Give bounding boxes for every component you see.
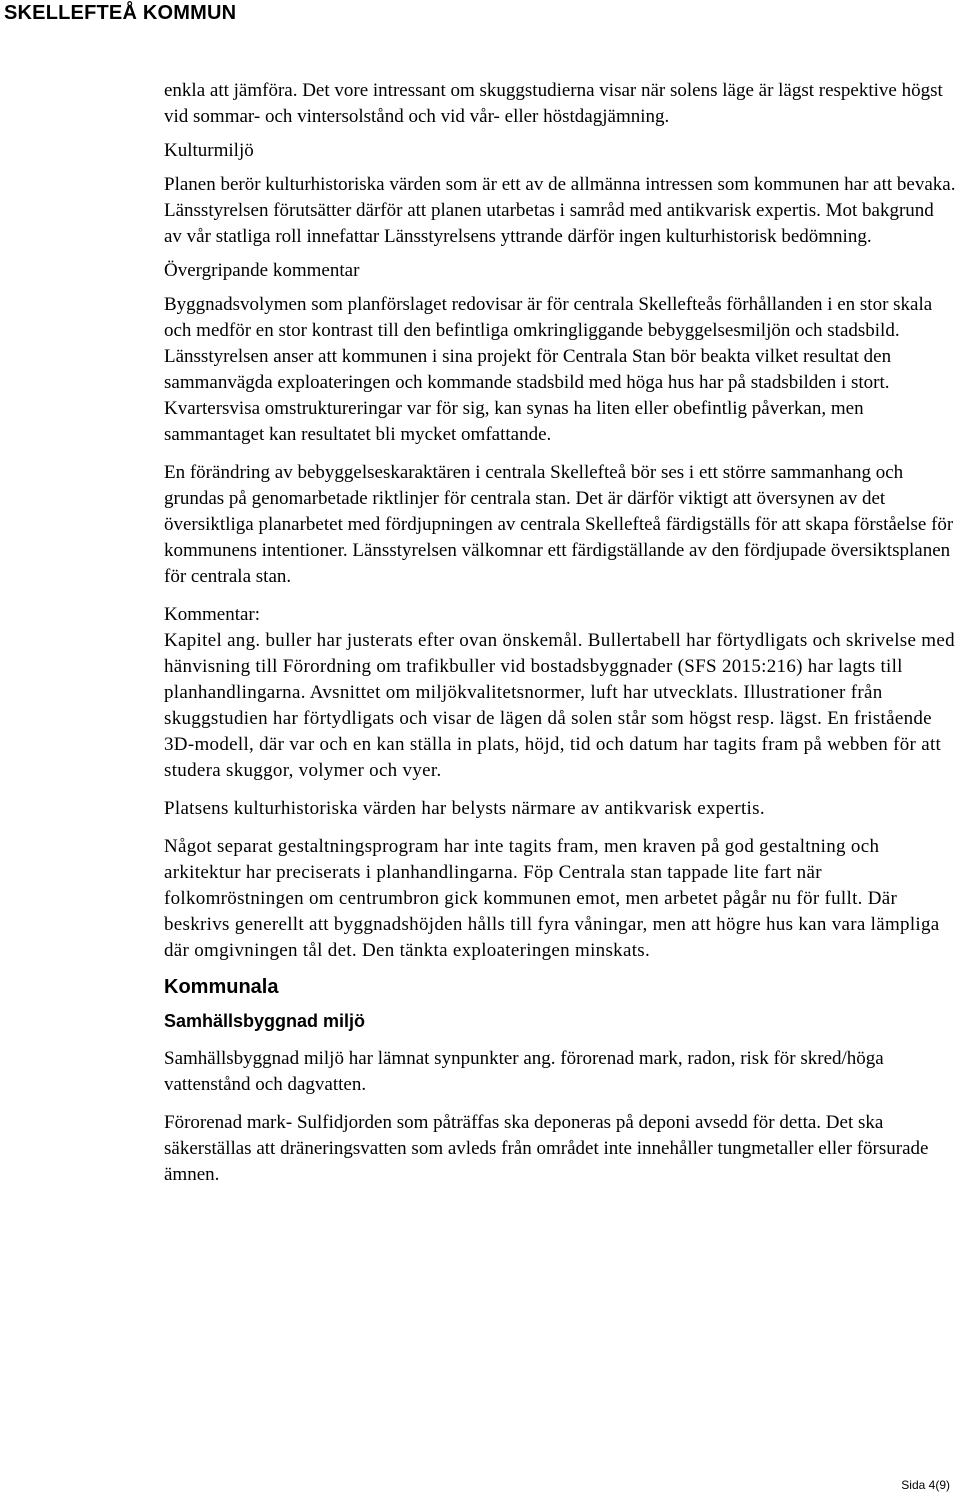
paragraph-kulturmiljo: Planen berör kulturhistoriska värden som är ett av de allmänna intressen som kommunen har att bevaka. Länsstyrelsen förutsätter därför att planen utarbetas i samråd med antikvarisk expertis. Mot bakgrund av vår statliga roll innefattar Länsstyrelsens yttrande därför ingen kulturhistorisk bedömning. [164,174,956,247]
page-number: Sida 4(9) [901,1478,950,1492]
subheading-kommentar: Kommentar: [164,604,261,625]
paragraph-intro: enkla att jämföra. Det vore intressant om skuggstudierna visar när solens läge är lägst respektive högst vid sommar- och vintersolstånd och vid vår- eller höstdagjämning. [164,80,943,127]
paragraph-samhallsbyggnad-2: Förorenad mark- Sulfidjorden som påträffas ska deponeras på deponi avsedd för detta. Det ska säkerställas att dräneringsvatten som avleds från området inte innehåller tungmetaller eller försurade ämnen. [164,1112,929,1185]
document-body [164,78,956,1188]
paragraph-overgripande-1: Byggnadsvolymen som planförslaget redovisar är för centrala Skellefteås förhållanden i en stor skala och medför en stor kontrast till den befintliga omkringliggande bebyggelsesmiljön och stadsbild. Länsstyrelsen anser att kommunen i sina projekt för Centrala Stan bör beakta vilket resultat den sammanvägda exploateringen och kommande stadsbild med höga hus har på stadsbilden i stort. Kvartersvisa omstruktureringar var för sig, kan synas ha liten eller obefintlig påverkan, men sammantaget kan resultatet bli mycket omfattande. [164,294,933,445]
subheading-overgripande: Övergripande kommentar [164,260,360,281]
paragraph-kommentar-2: Platsens kulturhistoriska värden har belysts närmare av antikvarisk expertis. [164,798,765,819]
paragraph-samhallsbyggnad-1: Samhällsbyggnad miljö har lämnat synpunkter ang. förorenad mark, radon, risk för skred/höga vattenstånd och dagvatten. [164,1048,884,1095]
paragraph-kommentar-3: Något separat gestaltningsprogram har inte tagits fram, men kraven på god gestaltning och arkitektur har preciserats i planhandlingarna. Föp Centrala stan tappade lite fart när folkomröstningen om centrumbron gick kommunen emot, men arbetet pågår nu för fullt. Där beskrivs generellt att byggnadshöjden hålls till fyra våningar, men att högre hus kan vara lämpliga där omgivningen tål det. Den tänkta exploateringen minskats. [164,836,940,961]
heading-samhallsbyggnad: Samhällsbyggnad miljö [164,1011,366,1031]
subheading-kulturmiljo: Kulturmiljö [164,140,254,161]
paragraph-kommentar-1: Kapitel ang. buller har justerats efter ovan önskemål. Bullertabell har förtydligats och skrivelse med hänvisning till Förordning om trafikbuller vid bostadsbyggnader (SFS 2015:216) har lagts till planhandlingarna. Avsnittet om miljökvalitetsnormer, luft har utvecklats. Illustrationer från skuggstudien har förtydligats och visar de lägen då solen står som högst resp. lägst. En fristående 3D-modell, där var och en kan ställa in plats, höjd, tid och datum har tagits fram på webben för att studera skuggor, volymer och vyer. [164,630,955,781]
page-header-org: SKELLEFTEÅ KOMMUN [4,2,237,24]
paragraph-overgripande-2: En förändring av bebyggelseskaraktären i centrala Skellefteå bör ses i ett större sammanhang och grundas på genomarbetade riktlinjer för centrala stan. Det är därför viktigt att översynen av det översiktliga planarbetet med fördjupningen av centrala Skellefteå färdigställs för att skapa förståelse för kommunens intentioner. Länsstyrelsen välkomnar ett färdigställande av den fördjupade översiktsplanen för centrala stan. [164,462,954,587]
heading-kommunala: Kommunala [164,976,279,998]
